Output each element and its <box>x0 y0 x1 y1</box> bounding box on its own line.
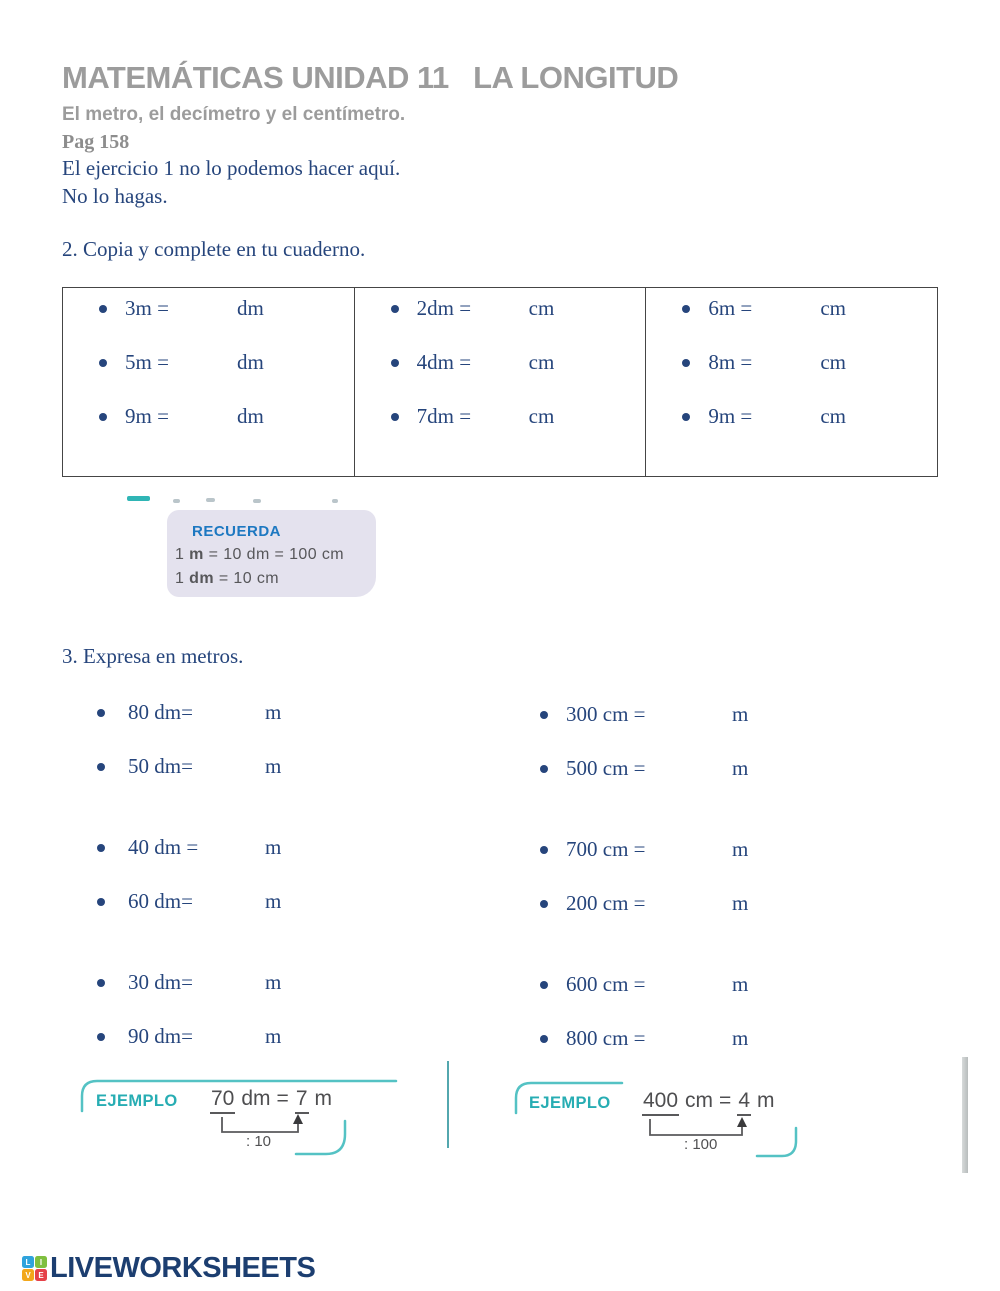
unit-label: cm <box>820 404 846 428</box>
equation-label: 8m = <box>708 350 753 374</box>
example-result-value: 4 <box>737 1089 751 1116</box>
equation-label: 300 cm = <box>566 702 646 726</box>
answer-blank[interactable] <box>187 350 233 372</box>
equation-label: 800 cm = <box>566 1026 646 1050</box>
table-row <box>355 350 646 374</box>
equation-label: 9m = <box>708 404 753 428</box>
list-item <box>540 702 860 726</box>
example-result-value: 7 <box>295 1087 309 1114</box>
bullet-icon <box>97 844 105 852</box>
unit-label: m <box>265 889 282 913</box>
table-row <box>355 296 646 320</box>
exercise2-column-2 <box>355 288 647 476</box>
unit-label: m <box>265 1024 282 1048</box>
liveworksheets-icon <box>22 1256 47 1281</box>
equation-label: 6m = <box>708 296 753 320</box>
equation-label: 2dm = <box>416 296 472 320</box>
equation-label: 700 cm = <box>566 837 646 861</box>
exercise3-heading: 3. Expresa en metros. <box>62 644 244 668</box>
unit-label: m <box>265 970 282 994</box>
liveworksheets-logo[interactable] <box>22 1252 315 1285</box>
exercise2-table <box>62 287 938 477</box>
unit-label: cm <box>528 296 555 320</box>
answer-blank[interactable] <box>201 835 257 857</box>
list-item <box>97 700 417 724</box>
equation-label: 60 dm= <box>128 889 193 913</box>
bullet-icon <box>540 1035 548 1043</box>
answer-blank[interactable] <box>201 889 257 911</box>
table-row <box>355 404 646 428</box>
example-equation <box>642 1089 775 1116</box>
obscured-text-fragment <box>253 499 261 503</box>
page-edge-bar <box>962 1057 968 1173</box>
example-result-unit: m <box>757 1089 775 1112</box>
unit-label: cm <box>820 350 846 374</box>
answer-blank[interactable] <box>479 350 525 372</box>
bullet-icon <box>99 413 107 421</box>
answer-blank[interactable] <box>666 756 724 778</box>
list-item <box>97 1024 417 1048</box>
answer-blank[interactable] <box>201 1024 257 1046</box>
unit-label: m <box>732 837 749 861</box>
equation-label: 4dm = <box>416 350 472 374</box>
logo-square-v: V <box>22 1269 34 1281</box>
exercise3-left-column <box>97 700 417 1048</box>
unit-label: cm <box>528 404 555 428</box>
equation-label: 3m = <box>125 296 169 320</box>
unit-label: m <box>732 891 749 915</box>
example-source-value: 70 <box>210 1087 235 1114</box>
exercise3-right-column <box>540 702 860 1050</box>
bullet-icon <box>99 305 107 313</box>
bullet-icon <box>391 305 399 313</box>
unit-label: dm <box>237 404 264 428</box>
list-item <box>97 970 417 994</box>
obscured-text-fragment <box>332 499 338 503</box>
unit-label: m <box>732 702 749 726</box>
answer-blank[interactable] <box>770 296 816 318</box>
list-item <box>540 972 860 996</box>
equation-label: 200 cm = <box>566 891 646 915</box>
example-source-unit: cm <box>685 1089 714 1112</box>
answer-blank[interactable] <box>666 702 724 724</box>
recuerda-heading: RECUERDA <box>192 523 282 540</box>
recuerda-rule-2: 1 dm = 10 cm <box>175 570 279 587</box>
unit-label: m <box>732 972 749 996</box>
list-item <box>540 1026 860 1050</box>
bullet-icon <box>540 900 548 908</box>
answer-blank[interactable] <box>201 970 257 992</box>
example-result-unit: m <box>314 1087 332 1110</box>
equation-label: 80 dm= <box>128 700 193 724</box>
bullet-icon <box>97 898 105 906</box>
unit-label: m <box>265 700 282 724</box>
example-equation <box>210 1087 332 1114</box>
list-item <box>540 891 860 915</box>
answer-blank[interactable] <box>666 837 724 859</box>
bullet-icon <box>682 305 690 313</box>
answer-blank[interactable] <box>666 891 724 913</box>
table-row <box>63 350 354 374</box>
exercise2-column-1 <box>63 288 355 476</box>
table-row <box>646 296 937 320</box>
unit-label: m <box>265 754 282 778</box>
equation-label: 30 dm= <box>128 970 193 994</box>
bullet-icon <box>97 763 105 771</box>
answer-blank[interactable] <box>479 296 525 318</box>
answer-blank[interactable] <box>201 754 257 776</box>
bullet-icon <box>540 981 548 989</box>
example-source-unit: dm <box>241 1087 271 1110</box>
bullet-icon <box>99 359 107 367</box>
logo-square-i: I <box>35 1256 47 1268</box>
equals-sign: = <box>276 1087 289 1110</box>
recuerda-card <box>167 510 376 597</box>
table-row <box>646 404 937 428</box>
equation-label: 7dm = <box>416 404 472 428</box>
list-item <box>97 754 417 778</box>
list-item <box>540 837 860 861</box>
answer-blank[interactable] <box>666 1026 724 1048</box>
ejemplo-label: EJEMPLO <box>96 1092 178 1110</box>
recuerda-rule-1: 1 m = 10 dm = 100 cm <box>175 546 345 563</box>
ejemplo-label: EJEMPLO <box>529 1094 611 1112</box>
divisor-label: : 100 <box>684 1136 718 1153</box>
bullet-icon <box>682 359 690 367</box>
answer-blank[interactable] <box>770 350 816 372</box>
bullet-icon <box>391 359 399 367</box>
bullet-icon <box>391 413 399 421</box>
equation-label: 90 dm= <box>128 1024 193 1048</box>
bullet-icon <box>540 765 548 773</box>
unit-label: m <box>265 835 282 859</box>
brand-name: LIVEWORKSHEETS <box>50 1252 316 1284</box>
list-item <box>97 835 417 859</box>
page-title: MATEMÁTICAS UNIDAD 11 LA LONGITUD <box>62 60 679 95</box>
equation-label: 500 cm = <box>566 756 646 780</box>
answer-blank[interactable] <box>770 404 816 426</box>
table-row <box>63 296 354 320</box>
answer-blank[interactable] <box>201 700 257 722</box>
note-line-1: El ejercicio 1 no lo podemos hacer aquí. <box>62 156 401 180</box>
list-item <box>97 889 417 913</box>
equation-label: 40 dm = <box>128 835 199 859</box>
answer-blank[interactable] <box>479 404 525 426</box>
divisor-label: : 10 <box>246 1133 272 1150</box>
page-subtitle: El metro, el decímetro y el centímetro. <box>62 104 406 125</box>
unit-label: m <box>732 1026 749 1050</box>
obscured-text-fragment <box>173 499 180 503</box>
obscured-text-fragment <box>127 496 150 501</box>
bullet-icon <box>97 1033 105 1041</box>
equation-label: 5m = <box>125 350 169 374</box>
list-item <box>540 756 860 780</box>
equation-label: 50 dm= <box>128 754 193 778</box>
unit-label: dm <box>237 350 264 374</box>
unit-label: dm <box>237 296 264 320</box>
bullet-icon <box>540 846 548 854</box>
note-line-2: No lo hagas. <box>62 184 168 208</box>
equals-sign: = <box>719 1089 732 1112</box>
example-source-value: 400 <box>642 1089 679 1116</box>
equation-label: 600 cm = <box>566 972 646 996</box>
logo-square-e: E <box>35 1269 47 1281</box>
table-row <box>63 404 354 428</box>
unit-label: cm <box>528 350 555 374</box>
exercise2-column-3 <box>646 288 937 476</box>
answer-blank[interactable] <box>666 972 724 994</box>
unit-label: m <box>732 756 749 780</box>
exercise2-heading: 2. Copia y complete en tu cuaderno. <box>62 237 366 261</box>
table-row <box>646 350 937 374</box>
equation-label: 9m = <box>125 404 169 428</box>
obscured-text-fragment <box>206 498 215 502</box>
logo-square-l: L <box>22 1256 34 1268</box>
bullet-icon <box>682 413 690 421</box>
answer-blank[interactable] <box>187 404 233 426</box>
unit-label: cm <box>820 296 846 320</box>
page-reference: Pag 158 <box>62 131 130 153</box>
bullet-icon <box>97 709 105 717</box>
bullet-icon <box>540 711 548 719</box>
answer-blank[interactable] <box>187 296 233 318</box>
bullet-icon <box>97 979 105 987</box>
